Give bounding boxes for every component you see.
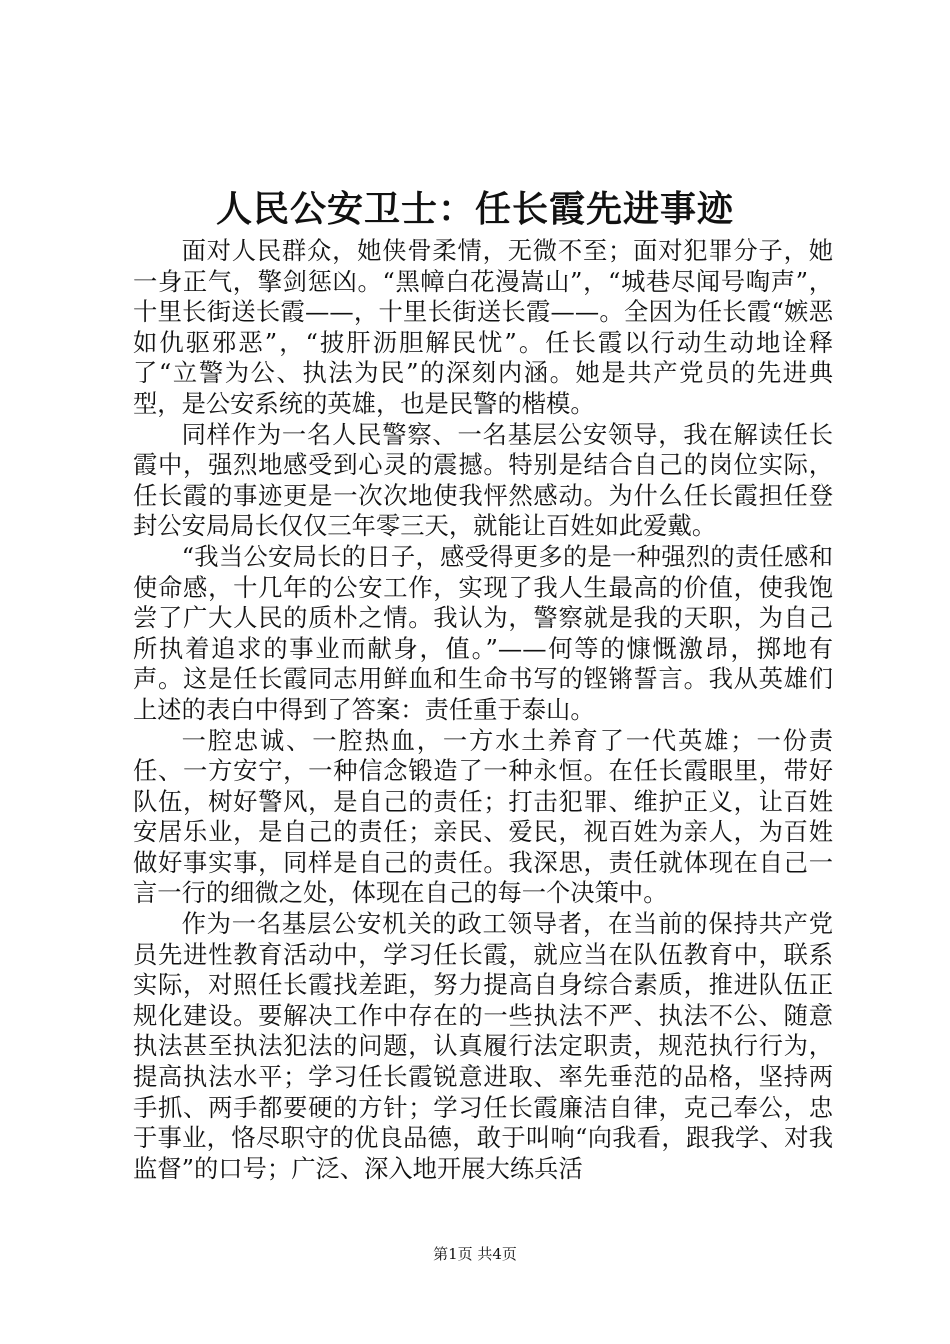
paragraph-1: 面对人民群众，她侠骨柔情，无微不至；面对犯罪分子，她一身正气，擎剑惩凶。“黑幛白花漫嵩山”，“城巷尽闻号啕声”，十里长街送长霞——，十里长街送长霞——。全因为任长霞“嫉恶如仇驱邪恶”，“披肝沥胆解民忧”。任长霞以行动生动地诠释了“立警为公、执法为民”的深刻内涵。她是共产党员的先进典型，是公安系统的英雄，也是民警的楷模。 bbox=[133, 236, 833, 418]
paragraph-5: 作为一名基层公安机关的政工领导者，在当前的保持共产党员先进性教育活动中，学习任长霞，就应当在队伍教育中，联系实际，对照任长霞找差距，努力提高自身综合素质，推进队伍正规化建设。要解决工作中存在的一些执法不严、执法不公、随意执法甚至执法犯法的问题，认真履行法定职责，规范执行行为，提高执法水平；学习任长霞锐意进取、率先垂范的品格，坚持两手抓、两手都要硬的方针；学习任长霞廉洁自律，克己奉公，忠于事业，恪尽职守的优良品德，敢于叫响“向我看，跟我学、对我监督”的口号；广泛、深入地开展大练兵活 bbox=[133, 909, 833, 1183]
paragraph-2: 同样作为一名人民警察、一名基层公安领导，我在解读任长霞中，强烈地感受到心灵的震撼。特别是结合自己的岗位实际，任长霞的事迹更是一次次地使我怦然感动。为什么任长霞担任登封公安局局长仅仅三年零三天，就能让百姓如此爱戴。 bbox=[133, 419, 833, 541]
paragraph-3: “我当公安局长的日子，感受得更多的是一种强烈的责任感和使命感，十几年的公安工作，实现了我人生最高的价值，使我饱尝了广大人民的质朴之情。我认为，警察就是我的天职，为自己所执着追求的事业而献身，值。”——何等的慷慨激昂，掷地有声。这是任长霞同志用鲜血和生命书写的铿锵誓言。我从英雄们上述的表白中得到了答案：责任重于泰山。 bbox=[133, 541, 833, 724]
page-footer: 第1页 共4页 bbox=[433, 1245, 517, 1263]
article-body bbox=[133, 236, 833, 1184]
paragraph-4: 一腔忠诚、一腔热血，一方水土养育了一代英雄；一份责任、一方安宁，一种信念锻造了一种永恒。在任长霞眼里，带好队伍，树好警风，是自己的责任；打击犯罪、维护正义，让百姓安居乐业，是自己的责任；亲民、爱民，视百姓为亲人，为百姓做好事实事，同样是自己的责任。我深思，责任就体现在自己一言一行的细微之处，体现在自己的每一个决策中。 bbox=[133, 725, 833, 908]
page-title: 人民公安卫士：任长霞先进事迹 bbox=[215, 188, 734, 230]
